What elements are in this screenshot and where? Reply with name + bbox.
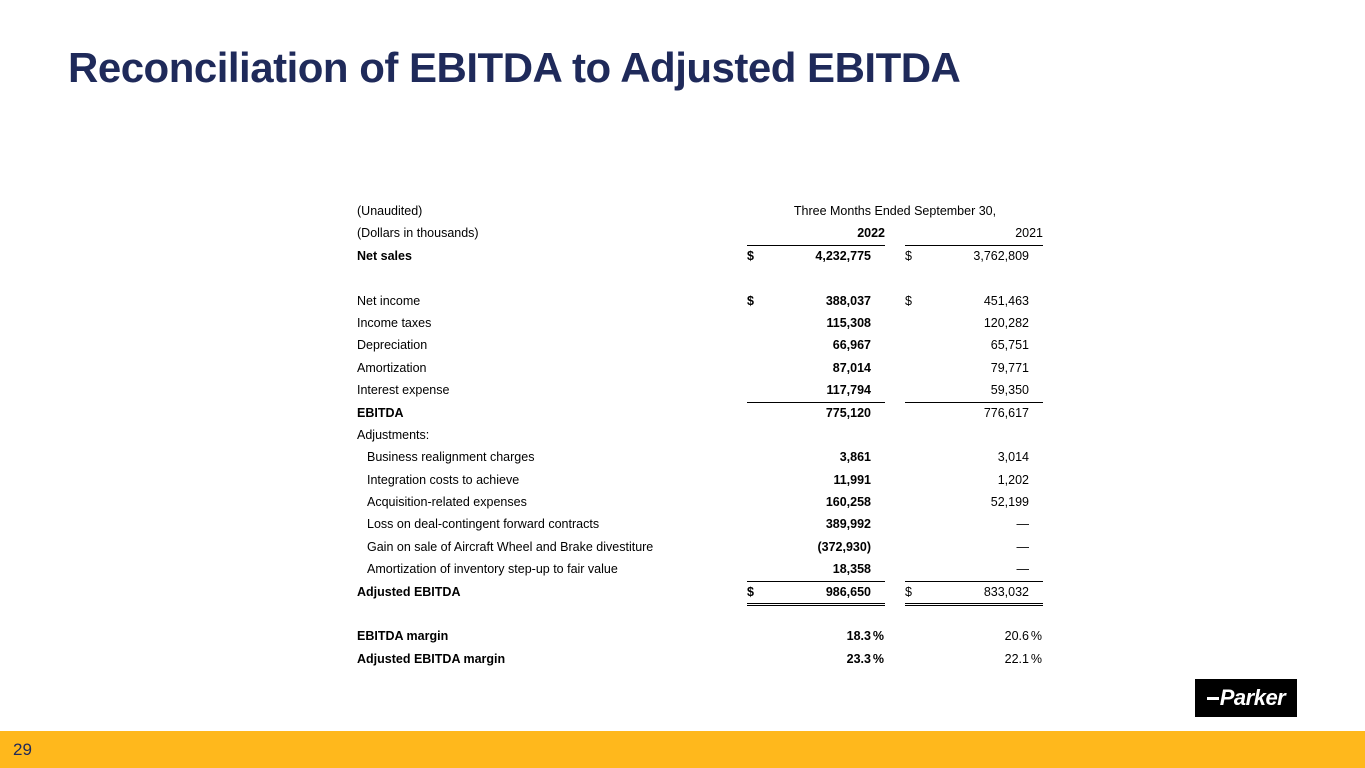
row-label: Income taxes — [357, 315, 432, 330]
dollar-sign-2022 — [747, 334, 765, 356]
value-2022: 986,650 — [765, 581, 885, 606]
dollar-sign-2021 — [905, 625, 923, 647]
dollar-sign-2021 — [905, 379, 923, 402]
value-2021: 833,032 — [923, 581, 1043, 606]
row-label: Amortization of inventory step-up to fair value — [367, 562, 618, 577]
column-gap — [885, 379, 905, 402]
value-2021: 52,199 — [990, 495, 1029, 510]
dollar-sign-2022 — [747, 558, 765, 581]
dollar-sign-2022: $ — [747, 581, 765, 606]
row-label: EBITDA margin — [357, 629, 449, 644]
dollar-sign-2022 — [747, 513, 765, 535]
row-label: Business realignment charges — [367, 450, 535, 465]
column-gap — [885, 290, 905, 312]
table-row — [357, 290, 1043, 312]
value-2022: 3,861 — [839, 450, 871, 465]
dollar-sign-2022 — [747, 625, 765, 647]
page-title: Reconciliation of EBITDA to Adjusted EBITDA — [68, 44, 961, 91]
column-gap — [885, 424, 905, 446]
column-gap — [885, 446, 905, 468]
parker-logo — [1195, 679, 1297, 717]
dollar-sign-2022: $ — [747, 293, 754, 308]
value-2022: 18.3 % — [765, 625, 885, 647]
table-rows — [357, 245, 1043, 670]
value-2022: 117,794 — [765, 379, 885, 402]
column-gap — [885, 558, 905, 581]
dollar-sign-2021 — [905, 469, 923, 491]
row-label: Adjusted EBITDA margin — [357, 651, 506, 666]
table-row — [357, 469, 1043, 491]
dollar-sign-2022 — [747, 312, 765, 334]
dollar-sign-2021: $ — [905, 248, 912, 263]
row-label: Adjusted EBITDA — [357, 584, 461, 599]
table-row — [357, 513, 1043, 535]
percent-sign: % — [1030, 629, 1042, 644]
percent-sign: % — [1030, 651, 1042, 666]
row-label: Integration costs to achieve — [367, 472, 520, 487]
column-gap — [885, 469, 905, 491]
value-2022: 775,120 — [825, 405, 871, 420]
percent-sign: % — [872, 629, 884, 644]
unaudited-label: (Unaudited) — [357, 204, 423, 218]
value-2021: 20.6 % — [923, 625, 1043, 647]
value-2021: 3,762,809 — [973, 248, 1029, 263]
value-2021: 22.1 % — [923, 648, 1043, 670]
row-label: Interest expense — [357, 383, 450, 398]
row-label: Acquisition-related expenses — [367, 495, 527, 510]
row-label: Gain on sale of Aircraft Wheel and Brake divestiture — [367, 539, 654, 554]
percent-sign: % — [872, 651, 884, 666]
value-2022: 160,258 — [825, 495, 871, 510]
value-2022: 66,967 — [832, 338, 871, 353]
table-row — [357, 312, 1043, 334]
table-row — [357, 379, 1043, 401]
value-2022: 115,308 — [826, 315, 871, 330]
row-label: Depreciation — [357, 338, 428, 353]
value-2022: 388,037 — [825, 293, 871, 308]
page-number: 29 — [13, 739, 32, 759]
financial-table — [357, 200, 1043, 670]
column-gap — [885, 625, 905, 647]
value-2022: 18,358 — [765, 558, 885, 581]
column-gap — [885, 491, 905, 513]
value-2021: — — [923, 558, 1043, 581]
table-row — [357, 402, 1043, 424]
table-spacer-row — [357, 603, 1043, 625]
dollar-sign-2022 — [747, 446, 765, 468]
dollar-sign-2022 — [747, 491, 765, 513]
dollar-sign-2022 — [747, 648, 765, 670]
row-label: Loss on deal-contingent forward contracts — [367, 517, 600, 532]
dollar-sign-2021 — [905, 424, 923, 446]
value-2021: 1,202 — [997, 472, 1029, 487]
value-2021: 3,014 — [997, 450, 1029, 465]
dollar-sign-2021: $ — [905, 581, 923, 606]
row-label: Adjustments: — [357, 427, 430, 442]
table-row — [357, 648, 1043, 670]
logo-text: Parker — [1219, 685, 1286, 710]
dollar-sign-2021 — [905, 312, 923, 334]
dollar-sign-2021 — [905, 491, 923, 513]
header-dollar-spacer-2022 — [747, 222, 765, 245]
table-row — [357, 581, 1043, 603]
dollar-sign-2022 — [747, 379, 765, 402]
value-2021: 59,350 — [923, 379, 1043, 402]
logo-dash-icon — [1207, 697, 1219, 700]
value-2022: 87,014 — [832, 360, 871, 375]
table-row — [357, 446, 1043, 468]
table-header-period-row — [357, 200, 1043, 222]
table-row — [357, 245, 1043, 267]
dollar-sign-2021 — [905, 357, 923, 379]
value-2022 — [765, 424, 885, 446]
dollar-sign-2021 — [905, 513, 923, 535]
table-header-years-row — [357, 222, 1043, 244]
value-2021: 79,771 — [990, 360, 1029, 375]
dollar-sign-2022 — [747, 469, 765, 491]
column-gap — [885, 536, 905, 558]
table-row — [357, 558, 1043, 580]
value-2021: 120,282 — [983, 315, 1029, 330]
dollar-sign-2021 — [905, 446, 923, 468]
dollar-sign-2022 — [747, 424, 765, 446]
value-2021: 65,751 — [990, 338, 1029, 353]
table-row — [357, 625, 1043, 647]
column-gap — [885, 334, 905, 356]
value-2021: — — [1016, 517, 1029, 532]
table-row — [357, 334, 1043, 356]
value-2021: 451,463 — [983, 293, 1029, 308]
dollar-sign-2021 — [905, 402, 923, 424]
value-2021: 776,617 — [983, 405, 1029, 420]
value-2022: 4,232,775 — [815, 248, 871, 263]
row-label: Net sales — [357, 248, 412, 263]
dollar-sign-2022 — [747, 402, 765, 424]
column-header-2021: 2021 — [923, 222, 1043, 245]
value-2021 — [923, 424, 1043, 446]
dollar-sign-2022 — [747, 357, 765, 379]
footer-bar — [0, 731, 1365, 768]
table-row — [357, 536, 1043, 558]
dollar-sign-2022 — [747, 536, 765, 558]
dollar-sign-2021: $ — [905, 293, 912, 308]
period-label: Three Months Ended September 30, — [793, 204, 997, 218]
header-dollar-spacer-2021 — [905, 222, 923, 245]
value-2021: — — [1016, 539, 1029, 554]
table-row — [357, 491, 1043, 513]
table-row — [357, 357, 1043, 379]
column-header-2022: 2022 — [765, 222, 885, 245]
row-label: EBITDA — [357, 405, 404, 420]
column-gap — [885, 245, 905, 267]
column-gap — [885, 312, 905, 334]
column-gap — [885, 581, 905, 606]
value-2022: 11,991 — [833, 472, 871, 487]
dollar-sign-2021 — [905, 558, 923, 581]
value-2022: 389,992 — [825, 517, 871, 532]
dollar-sign-2021 — [905, 536, 923, 558]
dollar-sign-2021 — [905, 648, 923, 670]
table-spacer-row — [357, 267, 1043, 289]
table-row — [357, 424, 1043, 446]
column-gap — [885, 513, 905, 535]
row-label: Net income — [357, 293, 421, 308]
column-gap — [885, 357, 905, 379]
column-gap — [885, 648, 905, 670]
column-gap — [885, 222, 905, 245]
dollar-sign-2022: $ — [747, 248, 754, 263]
dollar-sign-2021 — [905, 334, 923, 356]
value-2022: (372,930) — [817, 539, 871, 554]
value-2022: 23.3 % — [765, 648, 885, 670]
row-label: Amortization — [357, 360, 427, 375]
column-gap — [885, 402, 905, 424]
dollars-note-label: (Dollars in thousands) — [357, 226, 479, 241]
